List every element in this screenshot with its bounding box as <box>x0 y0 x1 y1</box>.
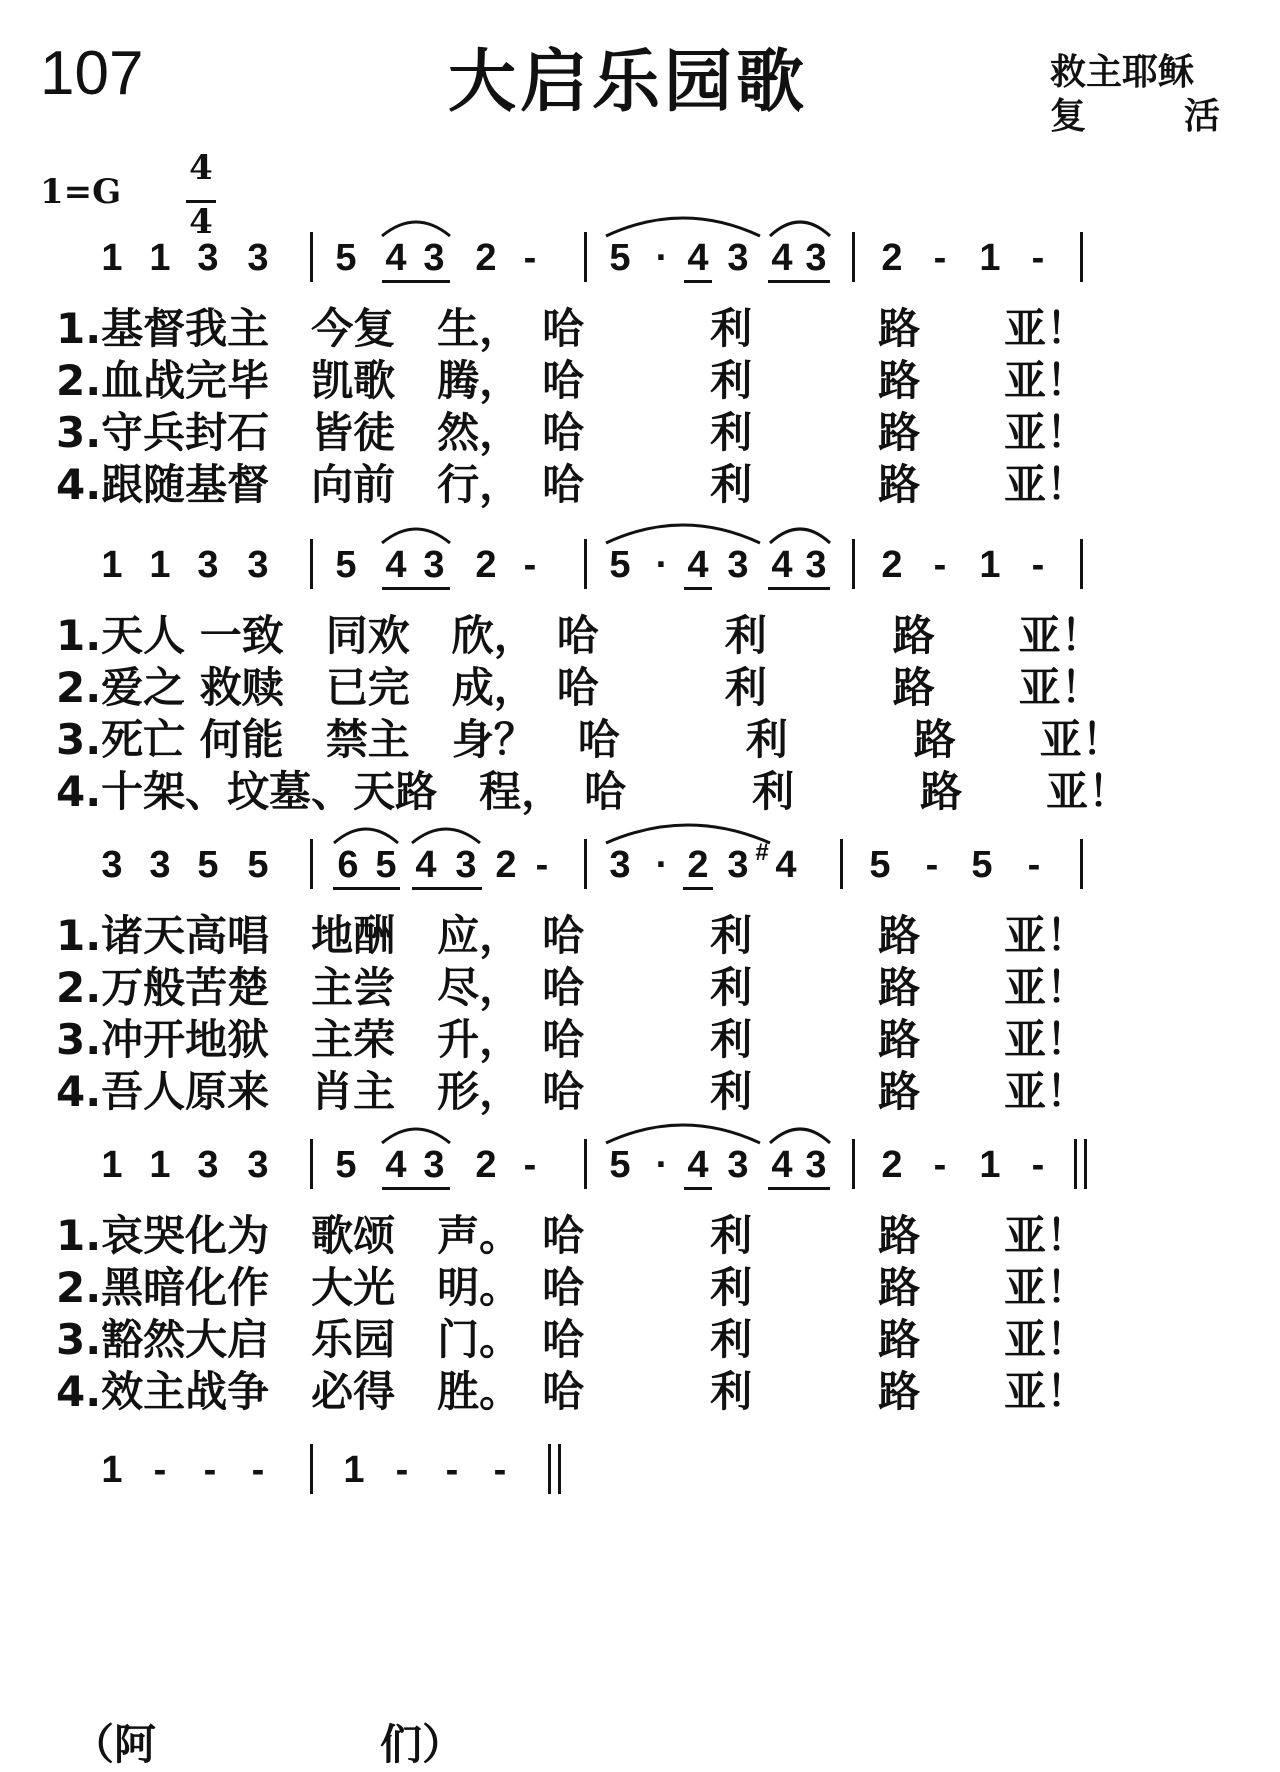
note: 1 <box>101 1449 123 1491</box>
barline <box>840 839 843 889</box>
barline <box>310 839 313 889</box>
duration-underline <box>412 887 482 890</box>
note: 3 <box>727 844 749 886</box>
barline <box>1080 539 1083 589</box>
hymn-number: 107 <box>40 39 144 108</box>
subcategory-label <box>1050 88 1220 139</box>
note: 5 <box>335 544 357 586</box>
note: - <box>203 1449 217 1491</box>
note: · <box>655 1144 669 1186</box>
duration-underline <box>333 887 400 890</box>
note: 3 <box>805 544 827 586</box>
note: 3 <box>149 844 171 886</box>
note: 3 <box>423 544 445 586</box>
subcategory-char-1: 复 <box>1050 96 1087 137</box>
note: 3 <box>609 844 631 886</box>
lyric-line: 1.基督我主 今复 生， 哈 利 路 亚！ <box>56 304 1089 353</box>
lyric-line: 3.豁然大启 乐园 门。 哈 利 路 亚！ <box>56 1315 1089 1364</box>
double-barline <box>548 1444 551 1494</box>
note: 4 <box>771 237 793 279</box>
note: 4 <box>771 1144 793 1186</box>
duration-underline <box>382 1187 450 1190</box>
lyric-line: 2.万般苦楚 主尝 尽， 哈 利 路 亚！ <box>56 963 1089 1012</box>
barline <box>852 539 855 589</box>
slur-arc <box>770 220 830 238</box>
note: - <box>493 1449 507 1491</box>
note: 4 <box>385 237 407 279</box>
note: 3 <box>455 844 477 886</box>
duration-underline <box>684 1187 712 1190</box>
barline <box>584 232 587 282</box>
note: - <box>1031 1144 1045 1186</box>
lyric-line: 3.冲开地狱 主荣 升， 哈 利 路 亚！ <box>56 1015 1089 1064</box>
note: 2 <box>881 1144 903 1186</box>
note: 4 <box>385 544 407 586</box>
barline <box>852 1139 855 1189</box>
note: 5 <box>869 844 891 886</box>
lyric-line: 1.天人 一致 同欢 欣， 哈 利 路 亚！ <box>56 611 1103 660</box>
note: - <box>535 844 549 886</box>
lyric-line: 2.爱之 救赎 已完 成， 哈 利 路 亚！ <box>56 663 1103 712</box>
double-barline <box>558 1444 561 1494</box>
note: 1 <box>101 237 123 279</box>
duration-underline <box>684 587 712 590</box>
lyric-line: 2.血战完毕 凯歌 腾， 哈 利 路 亚！ <box>56 356 1089 405</box>
note: 3 <box>247 1144 269 1186</box>
lyric-line: 4.吾人原来 肖主 形， 哈 利 路 亚！ <box>56 1067 1089 1116</box>
slur-arc <box>770 527 830 545</box>
note: 1 <box>149 237 171 279</box>
note: 1 <box>101 544 123 586</box>
note: 3 <box>197 1144 219 1186</box>
barline <box>584 539 587 589</box>
barline <box>310 1444 313 1494</box>
note: 2 <box>687 844 709 886</box>
note: · <box>655 544 669 586</box>
barline <box>852 232 855 282</box>
duration-underline <box>683 887 713 890</box>
note: 3 <box>247 544 269 586</box>
note: 3 <box>727 237 749 279</box>
note: 1 <box>149 544 171 586</box>
note: 1 <box>149 1144 171 1186</box>
note: 2 <box>495 844 517 886</box>
slur-arc <box>770 1127 830 1145</box>
duration-underline <box>382 587 450 590</box>
note: 3 <box>805 1144 827 1186</box>
duration-underline <box>768 587 830 590</box>
lyric-line: 4.十架、坟墓、天路 程， 哈 利 路 亚！ <box>56 767 1131 816</box>
note: 1 <box>979 1144 1001 1186</box>
note: 5 <box>335 1144 357 1186</box>
amen-close: 们） <box>380 1720 465 1769</box>
amen-open: （阿 <box>72 1720 157 1769</box>
duration-underline <box>768 280 830 283</box>
note: - <box>395 1449 409 1491</box>
slur-arc <box>382 220 450 238</box>
hymn-title: 大启乐园歌 <box>448 43 809 122</box>
note: - <box>523 1144 537 1186</box>
slur-arc <box>382 527 450 545</box>
note: 4 <box>687 237 709 279</box>
note: - <box>925 844 939 886</box>
note: - <box>523 544 537 586</box>
note: - <box>933 1144 947 1186</box>
barline <box>584 839 587 889</box>
key-signature: 1=G <box>40 172 122 212</box>
barline <box>310 539 313 589</box>
note: 3 <box>805 237 827 279</box>
note: 5 <box>197 844 219 886</box>
note: 3 <box>727 544 749 586</box>
note: - <box>1031 544 1045 586</box>
lyric-line: 2.黑暗化作 大光 明。 哈 利 路 亚！ <box>56 1263 1089 1312</box>
note: - <box>933 544 947 586</box>
note: 1 <box>979 544 1001 586</box>
duration-underline <box>382 280 450 283</box>
note: 1 <box>979 237 1001 279</box>
note: - <box>153 1449 167 1491</box>
note: 3 <box>197 237 219 279</box>
note: 3 <box>101 844 123 886</box>
duration-underline <box>684 280 712 283</box>
barline <box>1080 232 1083 282</box>
note: - <box>1031 237 1045 279</box>
note: 3 <box>423 237 445 279</box>
barline <box>310 232 313 282</box>
slur-arc <box>606 216 760 238</box>
note: 2 <box>475 237 497 279</box>
time-signature-bottom: 4 <box>189 202 213 242</box>
slur-arc <box>412 827 480 845</box>
note: 4 <box>687 1144 709 1186</box>
note: - <box>933 237 947 279</box>
slur-arc <box>606 1123 760 1145</box>
note: - <box>251 1449 265 1491</box>
note: - <box>523 237 537 279</box>
note: 2 <box>475 1144 497 1186</box>
note: - <box>1027 844 1041 886</box>
double-barline <box>1084 1139 1087 1189</box>
duration-underline <box>768 1187 830 1190</box>
note: 3 <box>423 1144 445 1186</box>
barline <box>584 1139 587 1189</box>
slur-arc <box>606 823 770 845</box>
lyric-line: 3.死亡 何能 禁主 身？ 哈 利 路 亚！ <box>56 715 1124 764</box>
lyric-line: 3.守兵封石 皆徒 然， 哈 利 路 亚！ <box>56 408 1089 457</box>
note: 5 <box>247 844 269 886</box>
note: 5 <box>375 844 397 886</box>
note: 2 <box>881 237 903 279</box>
note: 3 <box>727 1144 749 1186</box>
slur-arc <box>382 1127 450 1145</box>
lyric-line: 4.效主战争 必得 胜。 哈 利 路 亚！ <box>56 1367 1089 1416</box>
slur-arc <box>334 827 398 845</box>
note: 2 <box>475 544 497 586</box>
note: · <box>655 237 669 279</box>
note: 5 <box>335 237 357 279</box>
note: 1 <box>343 1449 365 1491</box>
lyric-line: 1.诸天高唱 地酬 应， 哈 利 路 亚！ <box>56 911 1089 960</box>
subcategory-char-2: 活 <box>1183 96 1220 137</box>
note: · <box>655 844 669 886</box>
note: 5 <box>609 544 631 586</box>
note: 4 <box>687 544 709 586</box>
note: 3 <box>247 237 269 279</box>
note: 1 <box>101 1144 123 1186</box>
note: 3 <box>197 544 219 586</box>
double-barline <box>1074 1139 1077 1189</box>
note: 6 <box>337 844 359 886</box>
note: 4 <box>415 844 437 886</box>
note: - <box>445 1449 459 1491</box>
note: 2 <box>881 544 903 586</box>
time-signature-top: 4 <box>189 148 213 188</box>
note: 4 <box>771 544 793 586</box>
note: 5 <box>609 1144 631 1186</box>
sharp-sign: # <box>755 839 769 866</box>
note: 5 <box>609 237 631 279</box>
lyric-line: 1.哀哭化为 歌颂 声。 哈 利 路 亚！ <box>56 1211 1089 1260</box>
lyric-line: 4.跟随基督 向前 行， 哈 利 路 亚！ <box>56 460 1089 509</box>
note: 4 <box>385 1144 407 1186</box>
barline <box>1080 839 1083 889</box>
note: 5 <box>971 844 993 886</box>
note: 4 <box>775 844 797 886</box>
barline <box>310 1139 313 1189</box>
slur-arc <box>606 523 760 545</box>
category-label: 救主耶稣 <box>1050 52 1195 93</box>
